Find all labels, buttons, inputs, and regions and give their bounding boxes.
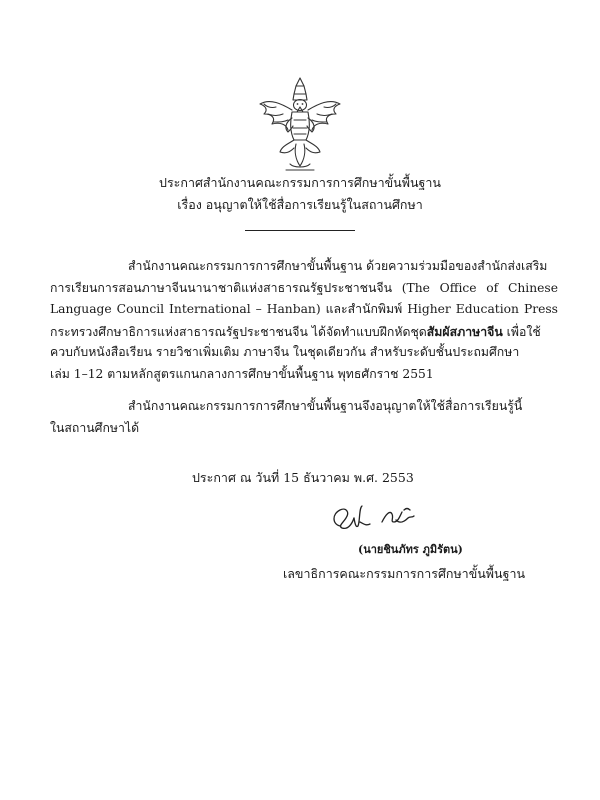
paragraph-1-line-6: เล่ม 1–12 ตามหลักสูตรแกนกลางการศึกษาขั้นพื้นฐาน พุทธศักราช 2551 <box>50 366 434 381</box>
announcement-subject: เรื่อง อนุญาตให้ใช้สื่อการเรียนรู้ในสถานศึกษา <box>177 197 423 212</box>
header-divider <box>245 230 355 231</box>
paragraph-1-line-1: สำนักงานคณะกรรมการการศึกษาขั้นพื้นฐาน ด้วยความร่วมมือของสำนักส่งเสริม <box>128 259 548 273</box>
announcement-date: ประกาศ ณ วันที่ 15 ธันวาคม พ.ศ. 2553 <box>192 470 414 485</box>
book-title: สัมผัสภาษาจีน <box>426 323 503 339</box>
signer-name: (นายชินภัทร ภูมิรัตน) <box>358 543 463 556</box>
paragraph-1-line-4 <box>50 321 558 343</box>
paragraph-1-line-5: ควบกับหนังสือเรียน รายวิชาเพิ่มเติม ภาษาจีน ในชุดเดียวกัน สำหรับระดับชั้นประถมศึกษา <box>50 345 520 359</box>
paragraph-1-line-4-end: เพื่อใช้ <box>502 324 541 339</box>
paragraph-2-line-2: ในสถานศึกษาได้ <box>50 420 140 435</box>
handwritten-signature <box>326 496 426 540</box>
garuda-emblem-icon <box>256 74 344 174</box>
announcement-header <box>0 172 600 216</box>
announcement-body <box>50 256 558 439</box>
paragraph-1-line-3: Language Council International – Hanban) และสำนักพิมพ์ Higher Education Press <box>50 302 558 316</box>
announcement-title: ประกาศสำนักงานคณะกรรมการการศึกษาขั้นพื้นฐาน <box>159 175 441 190</box>
paragraph-1-line-2: การเรียนการสอนภาษาจีนนานาชาติแห่งสาธารณรัฐประชาชนจีน (The Office of Chinese <box>50 280 558 295</box>
signer-title: เลขาธิการคณะกรรมการการศึกษาขั้นพื้นฐาน <box>283 566 526 581</box>
paragraph-1-line-4-text: กระทรวงศึกษาธิการแห่งสาธารณรัฐประชาชนจีน ได้จัดทำแบบฝึกหัดชุด <box>50 324 427 339</box>
paragraph-2-line-1: สำนักงานคณะกรรมการการศึกษาขั้นพื้นฐานจึงอนุญาตให้ใช้สื่อการเรียนรู้นี้ <box>128 399 523 413</box>
